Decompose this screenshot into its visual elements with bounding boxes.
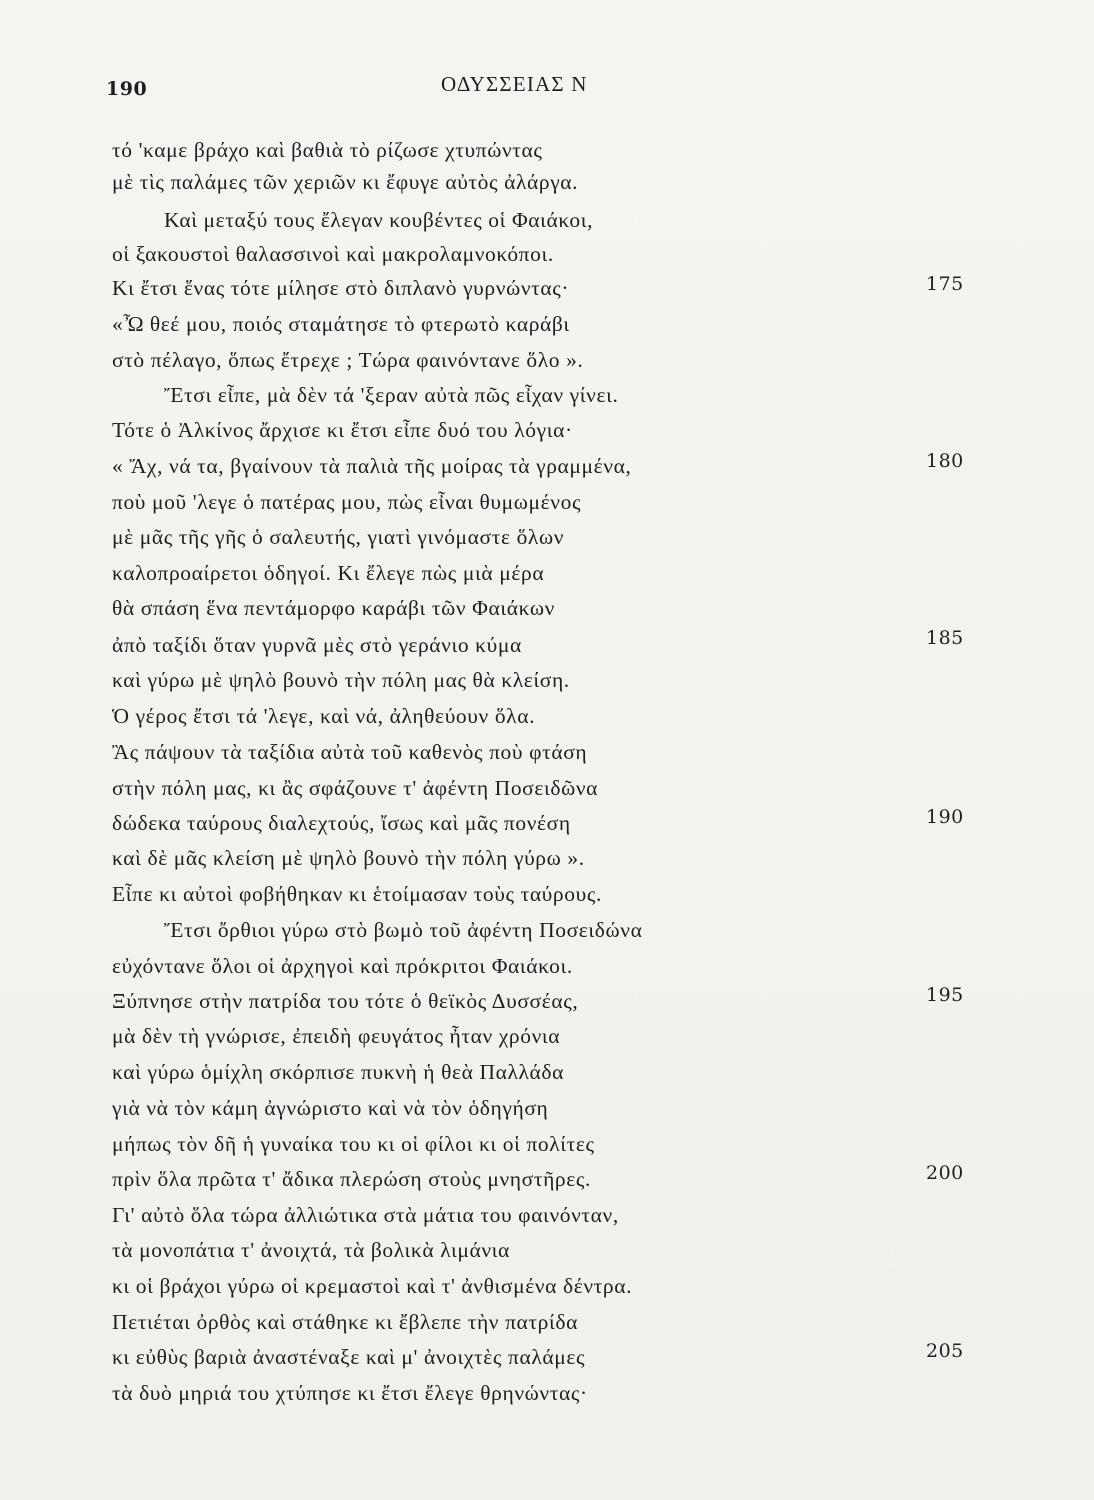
verse-line: Πετιέται ὀρθὸς καὶ στάθηκε κι ἔβλεπε τὴν πατρίδα [112,1310,578,1334]
verse-line: μήπως τὸν δῆ ἡ γυναίκα του κι οἱ φίλοι κι οἱ πολίτες [112,1132,595,1156]
verse-line: γιὰ νὰ τὸν κάμη ἀγνώριστο καὶ νὰ τὸν ὁδηγήση [112,1096,549,1120]
verse-line: ποὺ μοῦ 'λεγε ὁ πατέρας μου, πὼς εἶναι θυμωμένος [112,490,582,514]
verse-line: μὲ τὶς παλάμες τῶν χεριῶν κι ἔφυγε αὐτὸς ἀλάργα. [112,170,579,194]
verse-line: θὰ σπάση ἕνα πεντάμορφο καράβι τῶν Φαιάκων [112,596,555,620]
line-number: 180 [926,450,964,472]
verse-line: Ὁ γέρος ἔτσι τά 'λεγε, καὶ νά, ἀληθεύουν ὅλα. [112,704,536,728]
verse-line: Καὶ μεταξύ τους ἔλεγαν κουβέντες οἱ Φαιάκοι, [164,208,594,232]
verse-line: καὶ γύρω μὲ ψηλὸ βουνὸ τὴν πόλη μας θὰ κλείση. [112,668,570,692]
verse-line: εὐχόντανε ὅλοι οἱ ἀρχηγοὶ καὶ πρόκριτοι Φαιάκοι. [112,954,573,978]
verse-line: Τότε ὁ Ἀλκίνος ἄρχισε κι ἔτσι εἶπε δυό του λόγια· [112,418,573,442]
verse-line: καὶ γύρω ὁμίχλη σκόρπισε πυκνὴ ἡ θεὰ Παλλάδα [112,1060,564,1084]
verse-line: Ἔτσι εἶπε, μὰ δὲν τά 'ξεραν αὐτὰ πῶς εἶχαν γίνει. [164,383,619,407]
verse-line: Ἂς πάψουν τὰ ταξίδια αὐτὰ τοῦ καθενὸς ποὺ φτάση [112,740,588,764]
verse-line: ἀπὸ ταξίδι ὅταν γυρνᾶ μὲς στὸ γεράνιο κύμα [112,633,522,657]
running-head: ΟΔΥΣΣΕΙΑΣ Ν [441,72,588,96]
verse-line: καὶ δὲ μᾶς κλείση μὲ ψηλὸ βουνὸ τὴν πόλη γύρω ». [112,846,585,870]
line-number: 175 [926,273,964,295]
line-number: 195 [926,984,964,1006]
line-number: 205 [926,1340,964,1362]
line-number: 200 [926,1162,964,1184]
line-number: 185 [926,627,964,649]
verse-line: στὸ πέλαγο, ὅπως ἔτρεχε ; Τώρα φαινόντανε ὅλο ». [112,348,584,372]
verse-line: Κι ἔτσι ἕνας τότε μίλησε στὸ διπλανὸ γυρνώντας· [112,276,570,300]
verse-line: δώδεκα ταύρους διαλεχτούς, ἴσως καὶ μᾶς πονέση [112,811,571,835]
verse-line: στὴν πόλη μας, κι ἂς σφάζουνε τ' ἀφέντη Ποσειδῶνα [112,776,599,800]
verse-line: κι εὐθὺς βαριὰ ἀναστέναξε καὶ μ' ἀνοιχτὲς παλάμες [112,1345,586,1369]
verse-line: μὲ μᾶς τῆς γῆς ὁ σαλευτής, γιατὶ γινόμαστε ὅλων [112,525,565,549]
verse-line: Γι' αὐτὸ ὅλα τώρα ἀλλιώτικα στὰ μάτια του φαινόνταν, [112,1203,619,1227]
verse-line: κι οἱ βράχοι γύρω οἱ κρεμαστοὶ καὶ τ' ἀνθισμένα δέντρα. [112,1274,633,1298]
verse-line: μὰ δὲν τὴ γνώρισε, ἐπειδὴ φευγάτος ἦταν χρόνια [112,1024,561,1048]
verse-line: «Ὦ θεέ μου, ποιός σταμάτησε τὸ φτερωτὸ καράβι [112,312,570,336]
verse-line: τό 'καμε βράχο καὶ βαθιὰ τὸ ρίζωσε χτυπώντας [112,138,543,162]
verse-line: Εἶπε κι αὐτοὶ φοβήθηκαν κι ἑτοίμασαν τοὺς ταύρους. [112,882,602,906]
page-number: 190 [106,78,148,100]
verse-line: τὰ δυὸ μηριά του χτύπησε κι ἔτσι ἔλεγε θρηνώντας· [112,1381,588,1405]
line-number: 190 [926,806,964,828]
verse-line: Ξύπνησε στὴν πατρίδα του τότε ὁ θεϊκὸς Δυσσέας, [112,989,579,1013]
verse-line: Ἔτσι ὄρθιοι γύρω στὸ βωμὸ τοῦ ἀφέντη Ποσειδώνα [164,918,643,942]
verse-line: καλοπροαίρετοι ὁδηγοί. Κι ἔλεγε πὼς μιὰ μέρα [112,561,545,585]
verse-line: οἱ ξακουστοὶ θαλασσινοὶ καὶ μακρολαμνοκόποι. [112,242,554,266]
verse-line: πρὶν ὅλα πρῶτα τ' ἄδικα πλερώση στοὺς μνηστῆρες. [112,1167,591,1191]
verse-line: τὰ μονοπάτια τ' ἀνοιχτά, τὰ βολικὰ λιμάνια [112,1238,510,1262]
verse-line: « Ἄχ, νά τα, βγαίνουν τὰ παλιὰ τῆς μοίρας τὰ γραμμένα, [112,454,632,478]
